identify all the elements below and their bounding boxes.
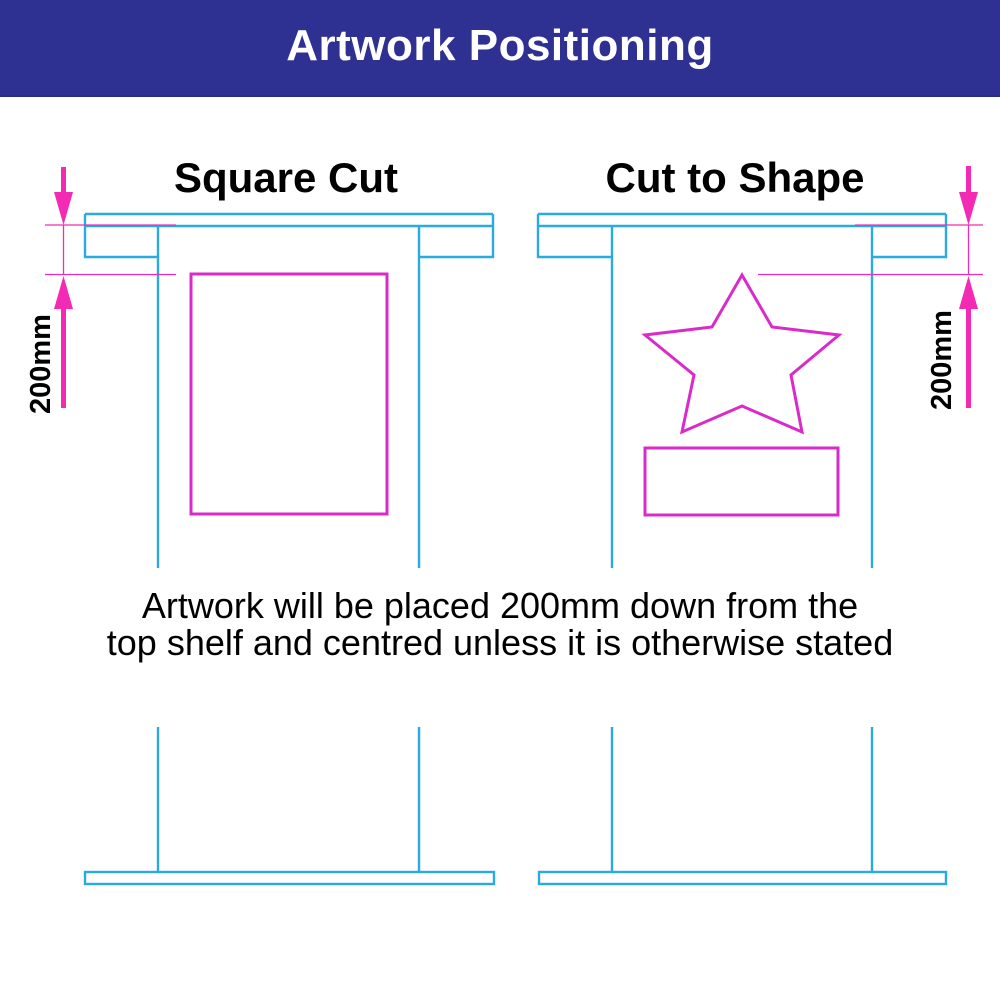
heading-cut-to-shape: Cut to Shape (605, 154, 865, 201)
arrow-down-left (54, 167, 73, 225)
shelf-left-ear (538, 214, 612, 257)
base-rectangle-outline (645, 448, 838, 515)
square-artwork-outline (191, 274, 387, 514)
shelf-left-ear (85, 214, 158, 257)
arrow-down-right (959, 166, 978, 225)
dimension-left (45, 167, 176, 408)
star-artwork-outline (645, 275, 839, 432)
base-stand-left (85, 727, 494, 884)
base-plate (539, 872, 946, 884)
caption-line-1: Artwork will be placed 200mm down from the (141, 585, 859, 626)
shelf-right-ear (872, 214, 946, 257)
shelf-right-ear (419, 214, 493, 257)
heading-square-cut: Square Cut (173, 154, 399, 201)
base-stand-right (539, 727, 946, 884)
dimension-label-left: 200mm (25, 314, 57, 414)
caption-line-2: top shelf and centred unless it is otherwise stated (106, 622, 894, 663)
dimension-label-right: 200mm (926, 310, 958, 410)
base-plate (85, 872, 494, 884)
arrow-up-right (959, 276, 978, 408)
page-title: Artwork Positioning (286, 21, 714, 70)
